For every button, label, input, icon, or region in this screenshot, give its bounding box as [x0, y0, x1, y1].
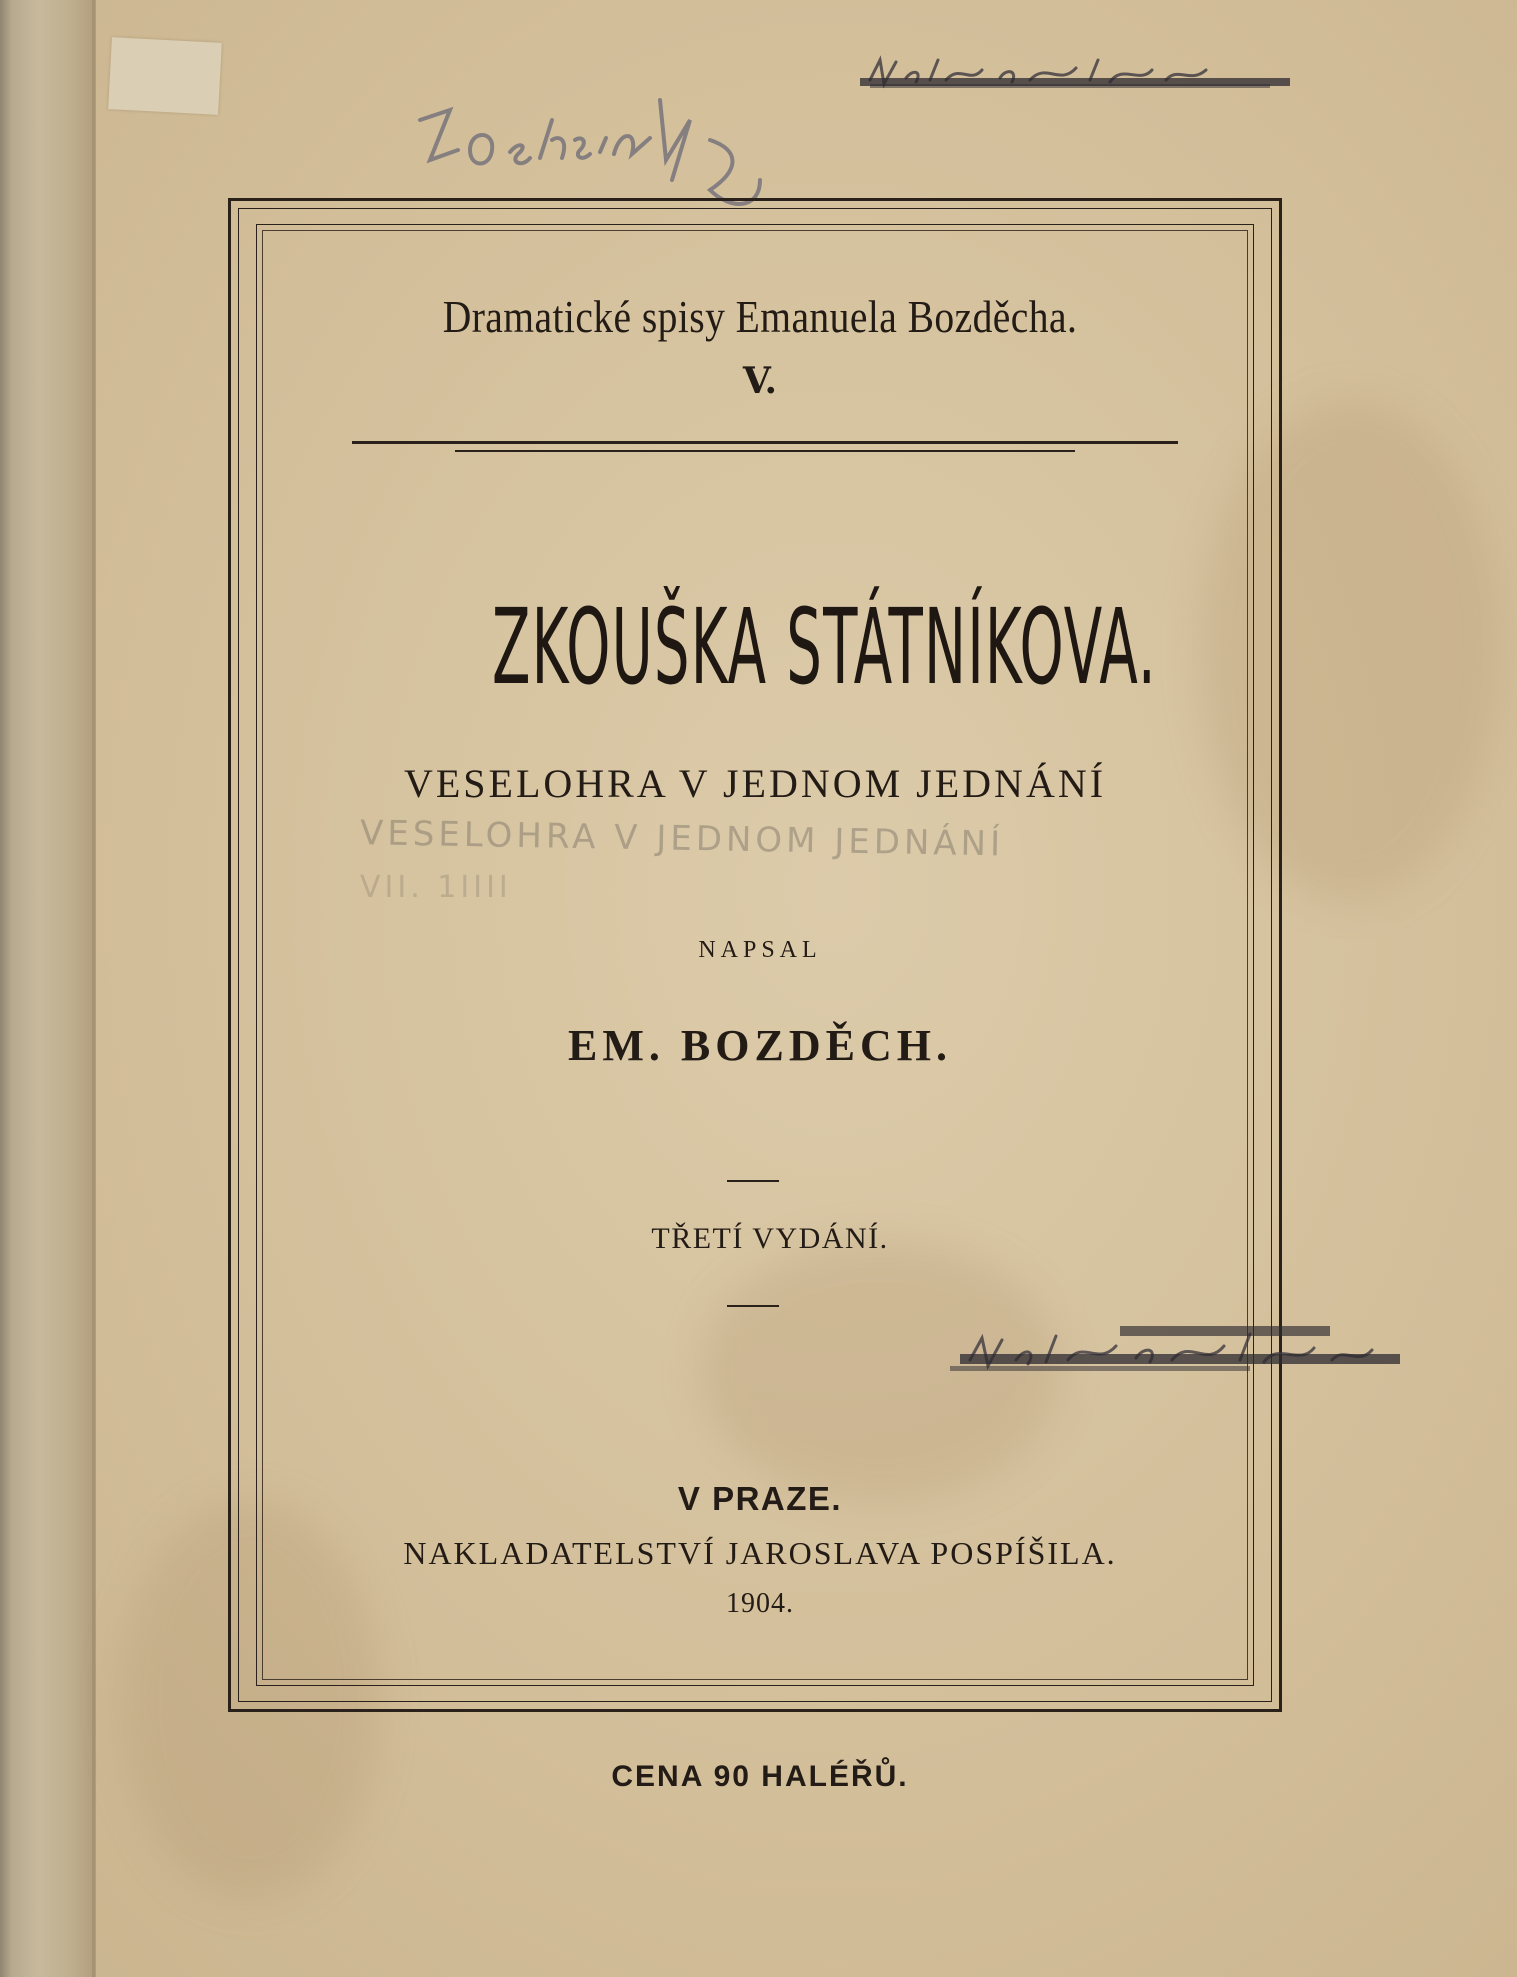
publication-place: V PRAZE. [677, 1480, 843, 1517]
price-label: CENA 90 HALÉŘŮ. [611, 1760, 909, 1793]
tape-patch [108, 37, 222, 115]
publication-year: 1904. [726, 1588, 794, 1619]
spine-edge [92, 0, 95, 1977]
pencil-annotation-faint: VII. 1IIII [360, 870, 512, 905]
pencil-annotation-subtitle: VESELOHRA V JEDNOM JEDNÁNÍ [359, 813, 1005, 865]
author-name: EM. BOZDĚCH. [568, 1021, 952, 1070]
byline-label: NAPSAL [698, 937, 822, 963]
publisher-name: NAKLADATELSTVÍ JAROSLAVA POSPÍŠILA. [403, 1535, 1117, 1571]
book-subtitle: VESELOHRA V JEDNOM JEDNÁNÍ [403, 761, 1107, 806]
edition-label: TŘETÍ VYDÁNÍ. [651, 1222, 889, 1255]
separator-dash-bottom [727, 1305, 779, 1307]
series-title: Dramatické spisy Emanuela Bozděcha. [442, 291, 1078, 342]
struck-signature-middle [940, 1310, 1430, 1400]
book-spine [0, 0, 96, 1977]
struck-signature-top [850, 50, 1300, 120]
volume-number: V. [742, 360, 778, 402]
divider-rule-thick [352, 441, 1178, 444]
divider-rule-thin [455, 450, 1075, 452]
book-title: ZKOUŠKA STÁTNÍKOVA. [492, 586, 1157, 708]
separator-dash-top [727, 1180, 779, 1182]
